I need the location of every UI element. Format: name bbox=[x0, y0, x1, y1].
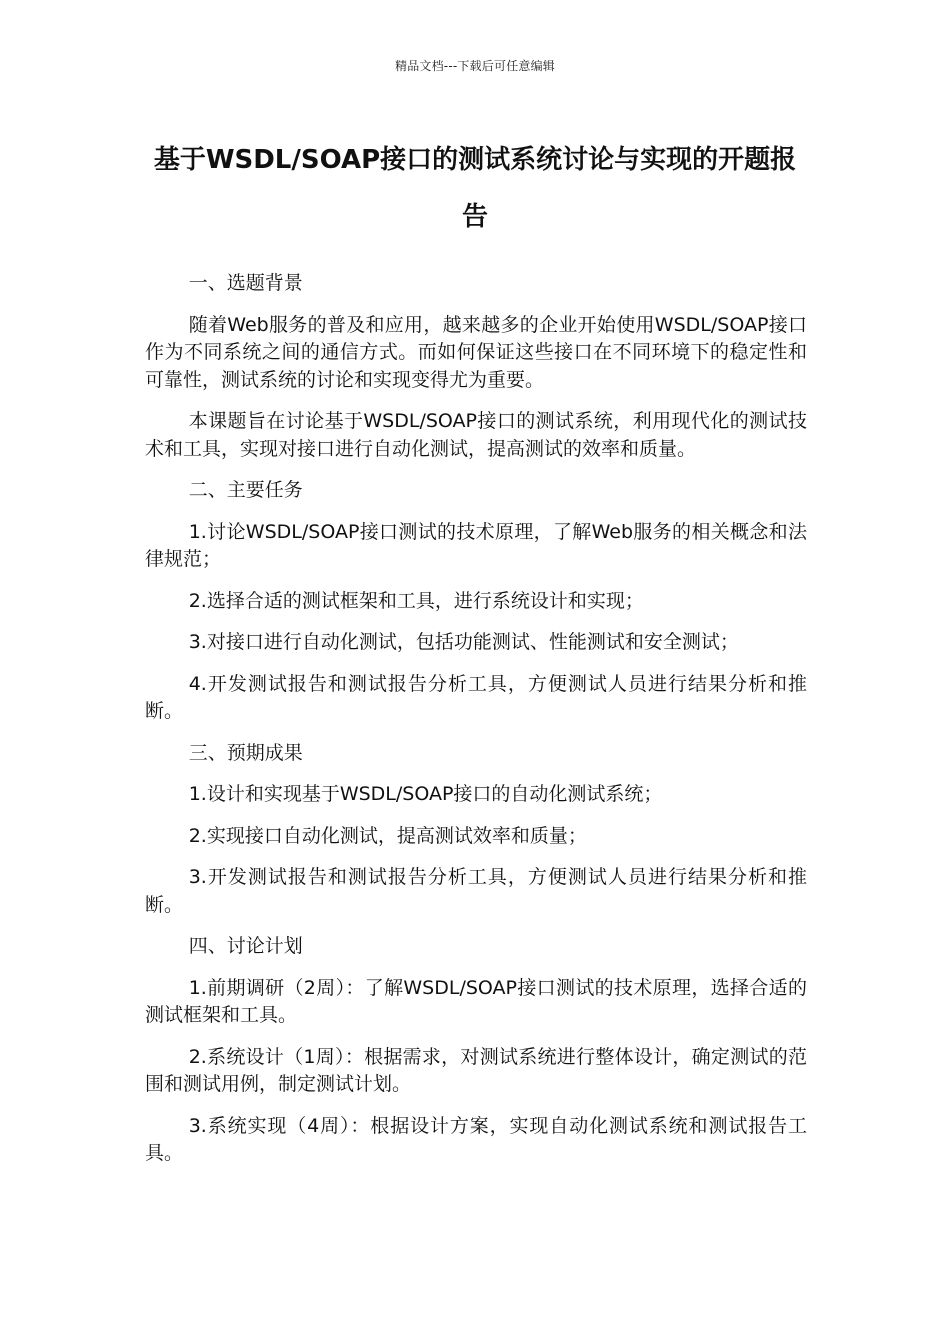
outcome-item-1: 1.设计和实现基于WSDL/SOAP接口的自动化测试系统； bbox=[188, 783, 663, 805]
plan-item-3: 3.系统实现（4周）：根据设计方案，实现自动化测试系统和测试报告工具。 bbox=[145, 1114, 807, 1164]
task-item-2: 2.选择合适的测试框架和工具，进行系统设计和实现； bbox=[188, 589, 644, 612]
plan-item-1: 1.前期调研（2周）：了解WSDL/SOAP接口测试的技术原理，选择合适的测试框架和工具。 bbox=[145, 976, 807, 1026]
section-heading-outcomes: 三、预期成果 bbox=[188, 741, 303, 764]
paragraph-background-1: 随着Web服务的普及和应用，越来越多的企业开始使用WSDL/SOAP接口作为不同系统之间的通信方式。而如何保证这些接口在不同环境下的稳定性和可靠性，测试系统的讨论和实现变得尤为重要。 bbox=[145, 313, 807, 391]
outcome-item-3: 3.开发测试报告和测试报告分析工具，方便测试人员进行结果分析和推断。 bbox=[145, 866, 807, 916]
document-title: 基于WSDL/SOAP接口的测试系统讨论与实现的开题报告 bbox=[153, 145, 797, 232]
section-heading-background: 一、选题背景 bbox=[188, 272, 303, 294]
outcome-item-2: 2.实现接口自动化测试，提高测试效率和质量； bbox=[188, 824, 587, 847]
task-item-3: 3.对接口进行自动化测试，包括功能测试、性能测试和安全测试； bbox=[188, 631, 739, 653]
task-item-4: 4.开发测试报告和测试报告分析工具，方便测试人员进行结果分析和推断。 bbox=[145, 672, 807, 722]
paragraph-background-2: 本课题旨在讨论基于WSDL/SOAP接口的测试系统，利用现代化的测试技术和工具，实现对接口进行自动化测试，提高测试的效率和质量。 bbox=[145, 410, 807, 460]
plan-item-2: 2.系统设计（1周）：根据需求，对测试系统进行整体设计，确定测试的范围和测试用例，制定测试计划。 bbox=[145, 1045, 807, 1095]
document-body bbox=[145, 270, 807, 1182]
section-heading-plan: 四、讨论计划 bbox=[188, 935, 303, 957]
section-heading-tasks: 二、主要任务 bbox=[188, 479, 303, 501]
task-item-1: 1.讨论WSDL/SOAP接口测试的技术原理，了解Web服务的相关概念和法律规范； bbox=[145, 520, 807, 570]
header-note: 精品文档---下载后可任意编辑 bbox=[395, 59, 555, 73]
